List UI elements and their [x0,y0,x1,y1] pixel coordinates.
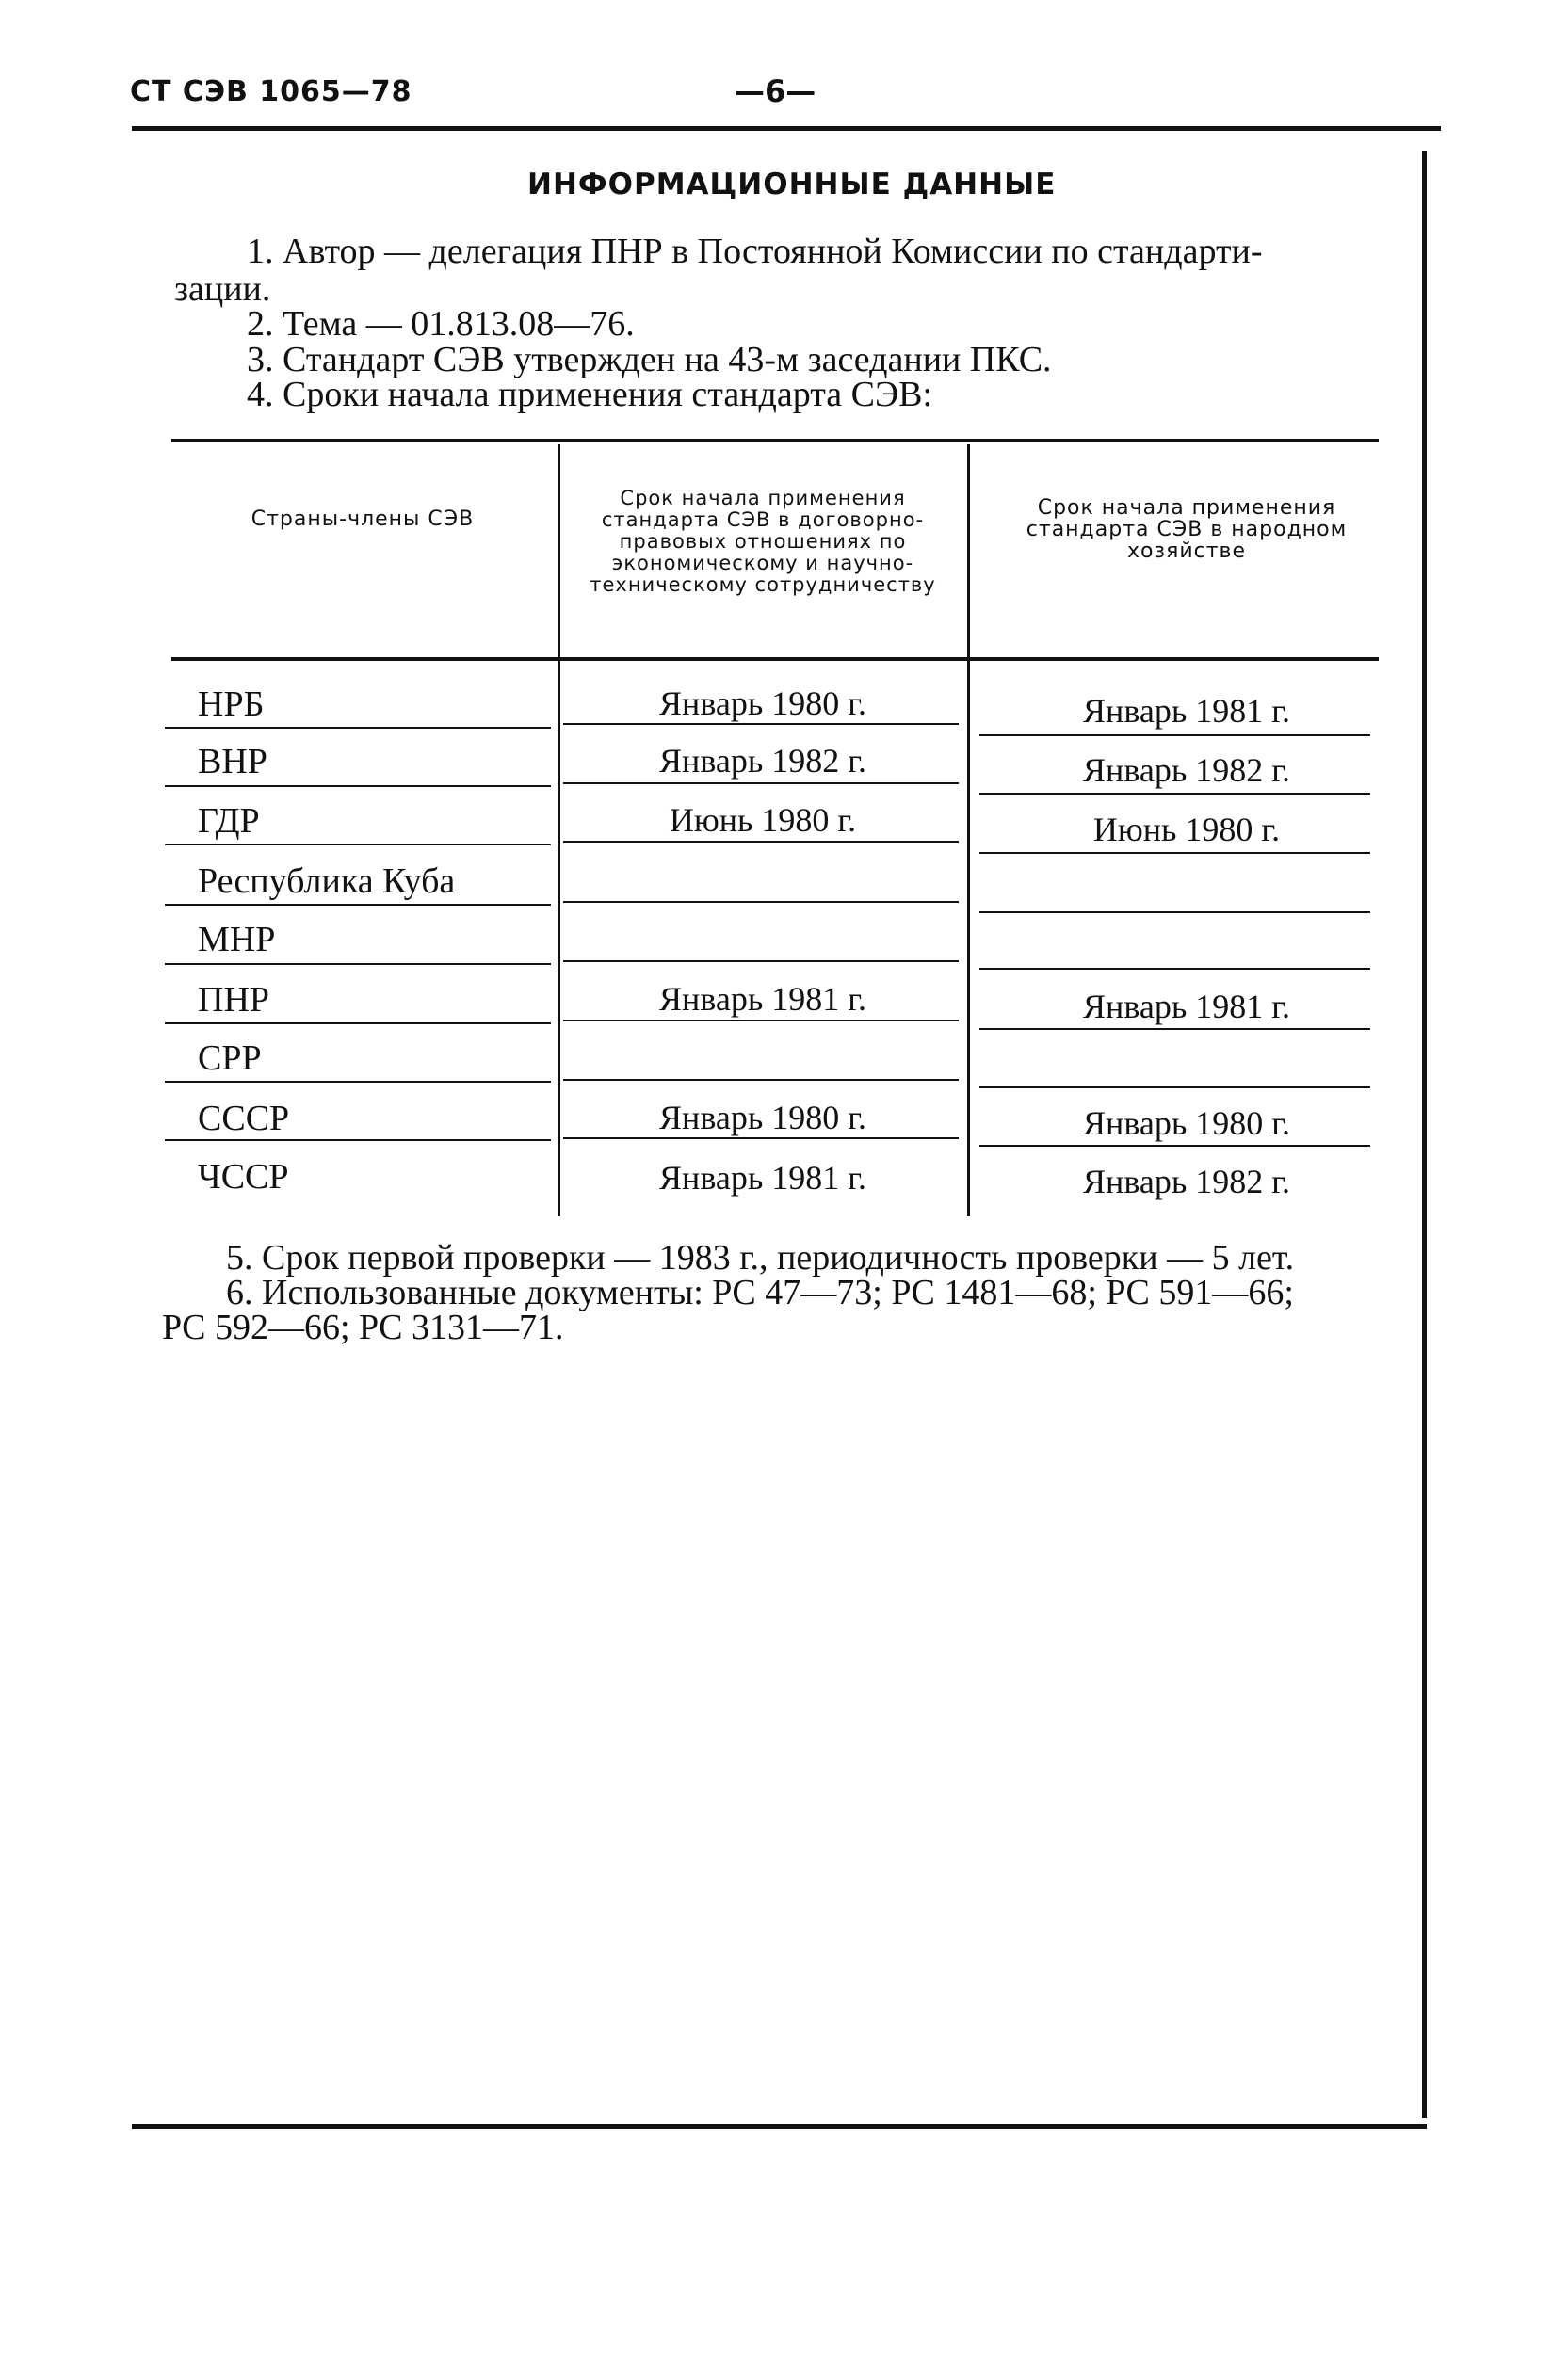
footer-rule [132,2124,1427,2129]
row-rule [165,1022,551,1024]
table-col-divider-2 [967,444,970,1216]
contract-term-pnr: Январь 1981 г. [659,980,866,1018]
item-1-line-1: 1. Автор — делегация ПНР в Постоянной Комиссии по стандарти- [247,232,1263,271]
row-rule [563,901,959,903]
row-rule [563,1137,959,1139]
item-2: 2. Тема — 01.813.08—76. [247,304,635,344]
country-cuba: Республика Куба [198,861,456,901]
row-rule [563,960,959,962]
row-rule [979,911,1370,913]
contract-term-vnr: Январь 1982 г. [659,742,866,780]
section-title: ИНФОРМАЦИОННЫЕ ДАННЫЕ [527,168,1057,201]
item-3: 3. Стандарт СЭВ утвержден на 43-м заседании ПКС. [247,340,1052,379]
table-header-rule [171,657,1379,661]
country-vnr: ВНР [198,742,267,781]
contract-term-gdr: Июнь 1980 г. [669,801,857,839]
row-rule [563,782,959,784]
row-rule [165,963,551,965]
contract-term-nrb: Январь 1980 г. [659,684,866,722]
header-rule [132,126,1441,131]
table-col-divider-1 [558,444,560,1216]
row-rule [979,1086,1370,1088]
page-frame-right [1422,151,1427,2118]
row-rule [165,727,551,729]
country-sssr: СССР [198,1099,290,1138]
table-header-countries: Страны-члены СЭВ [251,507,475,531]
row-rule [979,1028,1370,1030]
economy-term-chssr: Январь 1982 г. [1083,1163,1290,1200]
row-rule [165,1081,551,1083]
table-header-contract-term: Срок начала применения стандарта СЭВ в договорно-правовых отношениях по экономическому и научно-техническому сотрудничеству [590,487,936,596]
standard-code: СТ СЭВ 1065—78 [130,75,412,108]
row-rule [979,734,1370,736]
row-rule [979,793,1370,795]
table-top-rule [171,439,1379,442]
item-1-line-2: зации. [174,269,271,309]
economy-term-pnr: Январь 1981 г. [1083,988,1290,1025]
row-rule [979,1145,1370,1147]
row-rule [979,852,1370,854]
contract-term-sssr: Январь 1980 г. [659,1099,866,1136]
row-rule [165,844,551,845]
row-rule [563,723,959,725]
country-nrb: НРБ [198,684,265,724]
item-4: 4. Сроки начала применения стандарта СЭВ: [247,375,933,414]
economy-term-vnr: Январь 1982 г. [1083,751,1290,789]
row-rule [563,841,959,843]
country-srr: СРР [198,1038,262,1078]
contract-term-chssr: Январь 1981 г. [659,1159,866,1197]
country-gdr: ГДР [198,801,260,841]
row-rule [979,968,1370,970]
country-pnr: ПНР [198,980,270,1020]
row-rule [165,1139,551,1141]
item-6-line-2: PC 592—66; PC 3131—71. [162,1308,564,1347]
row-rule [165,785,551,787]
item-5: 5. Срок первой проверки — 1983 г., периодичность проверки — 5 лет. [226,1238,1295,1278]
economy-term-sssr: Январь 1980 г. [1083,1104,1290,1142]
item-6-line-1: 6. Использованные документы: PC 47—73; PC 1481—68; PC 591—66; [226,1273,1294,1312]
country-mnr: МНР [198,920,276,959]
economy-term-gdr: Июнь 1980 г. [1092,811,1281,848]
economy-term-nrb: Январь 1981 г. [1083,692,1290,730]
page-number: —6— [735,73,816,109]
row-rule [563,1079,959,1081]
country-chssr: ЧССР [198,1157,289,1197]
row-rule [165,904,551,906]
row-rule [563,1020,959,1021]
table-header-economy-term: Срок начала применения стандарта СЭВ в народном хозяйстве [1026,496,1348,563]
